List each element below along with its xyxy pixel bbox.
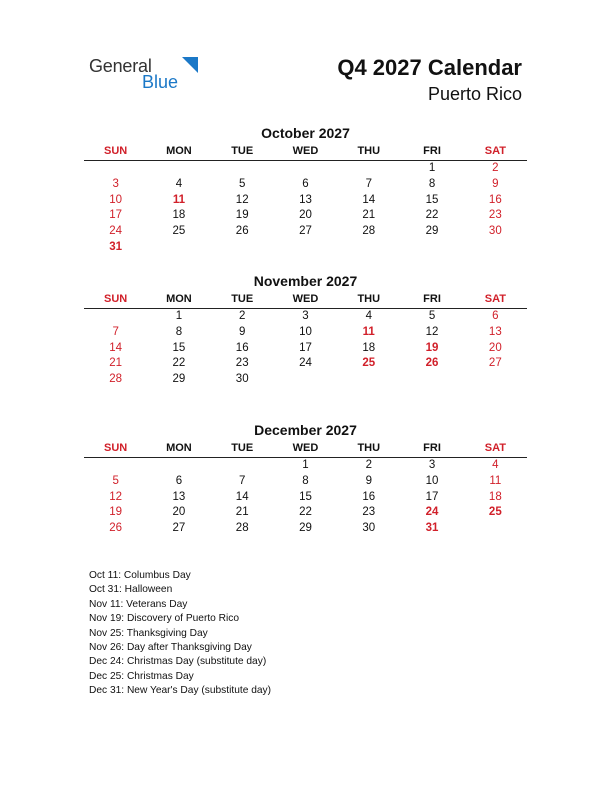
day-cell: 10	[425, 474, 439, 487]
week-row	[84, 458, 527, 474]
day-cell: 26	[425, 357, 439, 370]
week-row	[84, 341, 527, 357]
day-cell	[337, 372, 400, 388]
day-cell: 1	[428, 162, 436, 174]
weekday-header: SAT	[484, 293, 506, 305]
day-cell: 16	[488, 193, 502, 206]
day-cell: 24	[425, 506, 439, 519]
day-cell: 14	[235, 490, 249, 503]
logo	[89, 56, 199, 96]
day-cell: 6	[302, 177, 309, 190]
day-cell: 8	[302, 474, 309, 487]
day-cell: 7	[239, 474, 246, 487]
weekday-header: FRI	[423, 293, 441, 305]
day-cell: 9	[492, 177, 499, 190]
day-cell	[84, 458, 147, 474]
day-cell	[274, 161, 337, 177]
month-december	[84, 421, 527, 537]
day-cell: 20	[172, 506, 186, 519]
weekday-header: FRI	[423, 442, 441, 454]
day-cell: 15	[425, 193, 439, 206]
logo-general-text: General	[89, 56, 152, 76]
day-cell	[400, 372, 463, 388]
week-row	[84, 521, 527, 537]
day-cell: 23	[362, 506, 376, 519]
day-cell: 28	[109, 373, 123, 386]
holiday-entry: Nov 19: Discovery of Puerto Rico	[89, 613, 240, 625]
page-subtitle: Puerto Rico	[427, 84, 522, 104]
day-cell: 25	[362, 357, 376, 370]
day-cell: 25	[488, 506, 502, 519]
day-cell: 26	[109, 522, 123, 535]
day-cell: 4	[365, 310, 372, 322]
week-row	[84, 325, 527, 341]
weekday-header: THU	[357, 442, 381, 454]
day-cell	[464, 240, 527, 256]
day-cell: 22	[299, 506, 312, 519]
day-cell: 29	[425, 225, 439, 238]
day-cell: 16	[235, 341, 249, 354]
weekday-header: MON	[166, 442, 192, 454]
day-cell: 31	[109, 240, 123, 253]
day-cell: 23	[488, 209, 502, 222]
holiday-entry: Dec 24: Christmas Day (substitute day)	[89, 656, 267, 668]
day-cell: 4	[175, 177, 183, 190]
week-row	[84, 505, 527, 521]
day-cell: 28	[362, 225, 376, 238]
week-row	[84, 161, 527, 177]
month-title: November 2027	[253, 273, 358, 289]
weekday-header: MON	[166, 293, 192, 305]
week-row	[84, 224, 527, 240]
week-row	[84, 474, 527, 490]
logo-blue-text: Blue	[142, 72, 179, 92]
day-cell: 21	[362, 209, 376, 222]
week-row	[84, 309, 527, 325]
day-cell: 11	[362, 325, 375, 338]
month-title: October 2027	[261, 125, 350, 141]
weekday-header: MON	[166, 145, 192, 157]
weekday-header: TUE	[231, 293, 254, 305]
day-cell: 10	[299, 325, 312, 338]
day-cell: 7	[112, 325, 119, 338]
day-cell: 20	[299, 209, 312, 222]
holiday-entry: Oct 31: Halloween	[89, 584, 173, 596]
day-cell	[274, 240, 337, 256]
day-cell: 15	[299, 490, 312, 503]
day-cell: 12	[235, 193, 249, 206]
day-cell: 10	[109, 193, 123, 206]
day-cell: 3	[428, 459, 436, 471]
day-cell	[147, 161, 210, 177]
weekday-header: WED	[292, 293, 319, 305]
day-cell: 14	[109, 341, 123, 354]
day-cell	[274, 372, 337, 388]
month-title: December 2027	[254, 422, 357, 438]
day-cell: 4	[492, 459, 499, 471]
day-cell: 27	[172, 522, 186, 535]
day-cell: 1	[302, 459, 309, 471]
day-cell: 28	[235, 522, 249, 535]
day-cell: 5	[428, 310, 436, 322]
day-cell: 30	[488, 225, 502, 238]
day-cell: 3	[302, 310, 309, 322]
day-cell: 6	[175, 474, 183, 487]
day-cell	[84, 309, 147, 325]
day-cell: 11	[172, 193, 185, 206]
day-cell: 2	[239, 310, 246, 322]
holiday-entry: Nov 26: Day after Thanksgiving Day	[89, 641, 252, 653]
day-cell	[211, 458, 274, 474]
day-cell: 17	[299, 341, 312, 354]
day-cell: 1	[175, 310, 183, 322]
day-cell: 12	[425, 325, 439, 338]
day-cell: 15	[172, 341, 186, 354]
holiday-entry: Nov 25: Thanksgiving Day	[89, 627, 208, 639]
day-cell: 29	[172, 373, 186, 386]
day-cell	[147, 458, 210, 474]
day-cell: 20	[488, 341, 502, 354]
page-title: Q4 2027 Calendar	[337, 55, 522, 80]
day-cell: 5	[112, 474, 119, 487]
day-cell: 23	[235, 357, 249, 370]
day-cell	[84, 161, 147, 177]
weekday-header-row	[84, 143, 527, 161]
weekday-header-row	[84, 440, 527, 458]
day-cell: 11	[489, 474, 502, 487]
day-cell: 9	[365, 474, 372, 487]
weekday-header: TUE	[231, 145, 254, 157]
holiday-entry: Nov 11: Veterans Day	[89, 598, 188, 610]
day-cell: 19	[109, 506, 123, 519]
day-cell	[211, 240, 274, 256]
day-cell: 17	[109, 209, 123, 222]
day-cell: 18	[172, 209, 186, 222]
holiday-entry: Dec 31: New Year's Day (substitute day)	[89, 685, 272, 697]
day-cell: 30	[235, 373, 249, 386]
weekday-header: SAT	[484, 145, 506, 157]
day-cell: 29	[299, 522, 312, 535]
logo-triangle-icon	[182, 57, 198, 73]
day-cell	[400, 240, 463, 256]
day-cell	[337, 240, 400, 256]
day-cell: 31	[425, 522, 439, 535]
day-cell: 30	[362, 522, 376, 535]
day-cell: 26	[235, 225, 249, 238]
day-cell: 16	[362, 490, 376, 503]
week-row	[84, 240, 527, 256]
day-cell: 3	[112, 177, 119, 190]
day-cell: 7	[365, 177, 372, 190]
weekday-header: SAT	[484, 442, 506, 454]
day-cell: 13	[172, 490, 186, 503]
day-cell: 19	[235, 209, 249, 222]
day-cell: 22	[425, 209, 439, 222]
weekday-header: WED	[292, 442, 319, 454]
day-cell	[464, 372, 527, 388]
holiday-list	[89, 569, 271, 699]
day-cell: 8	[428, 177, 436, 190]
week-row	[84, 490, 527, 506]
weekday-header: FRI	[423, 145, 441, 157]
week-row	[84, 208, 527, 224]
weekday-header: THU	[357, 145, 381, 157]
day-cell	[464, 521, 527, 537]
month-october	[84, 124, 527, 256]
day-cell: 12	[109, 490, 123, 503]
day-cell: 17	[425, 490, 439, 503]
day-cell: 24	[109, 225, 123, 238]
weekday-header: WED	[292, 145, 319, 157]
weekday-header-row	[84, 291, 527, 309]
day-cell: 18	[488, 490, 502, 503]
day-cell	[147, 240, 210, 256]
week-row	[84, 177, 527, 193]
day-cell: 22	[172, 357, 186, 370]
day-cell	[211, 161, 274, 177]
weekday-header: TUE	[231, 442, 254, 454]
weekday-header: SUN	[104, 442, 128, 454]
day-cell: 14	[362, 193, 376, 206]
holiday-entry: Oct 11: Columbus Day	[89, 570, 191, 581]
week-row	[84, 356, 527, 372]
day-cell: 27	[299, 225, 312, 238]
day-cell: 5	[239, 177, 246, 190]
weekday-header: SUN	[104, 293, 128, 305]
day-cell: 19	[425, 341, 439, 354]
day-cell: 13	[299, 193, 312, 206]
weekday-header: SUN	[104, 145, 128, 157]
day-cell: 6	[492, 310, 499, 322]
weekday-header: THU	[357, 293, 381, 305]
day-cell: 13	[488, 325, 502, 338]
month-november	[84, 272, 527, 388]
day-cell: 9	[239, 325, 246, 338]
week-row	[84, 193, 527, 209]
day-cell: 8	[175, 325, 183, 338]
day-cell: 24	[299, 357, 312, 370]
week-row	[84, 372, 527, 388]
day-cell: 27	[488, 357, 502, 370]
day-cell: 21	[109, 357, 123, 370]
day-cell	[337, 161, 400, 177]
day-cell: 18	[362, 341, 376, 354]
day-cell: 25	[172, 225, 186, 238]
day-cell: 2	[365, 459, 372, 471]
day-cell: 2	[492, 162, 499, 174]
holiday-entry: Dec 25: Christmas Day	[89, 670, 194, 682]
day-cell: 21	[235, 506, 249, 519]
